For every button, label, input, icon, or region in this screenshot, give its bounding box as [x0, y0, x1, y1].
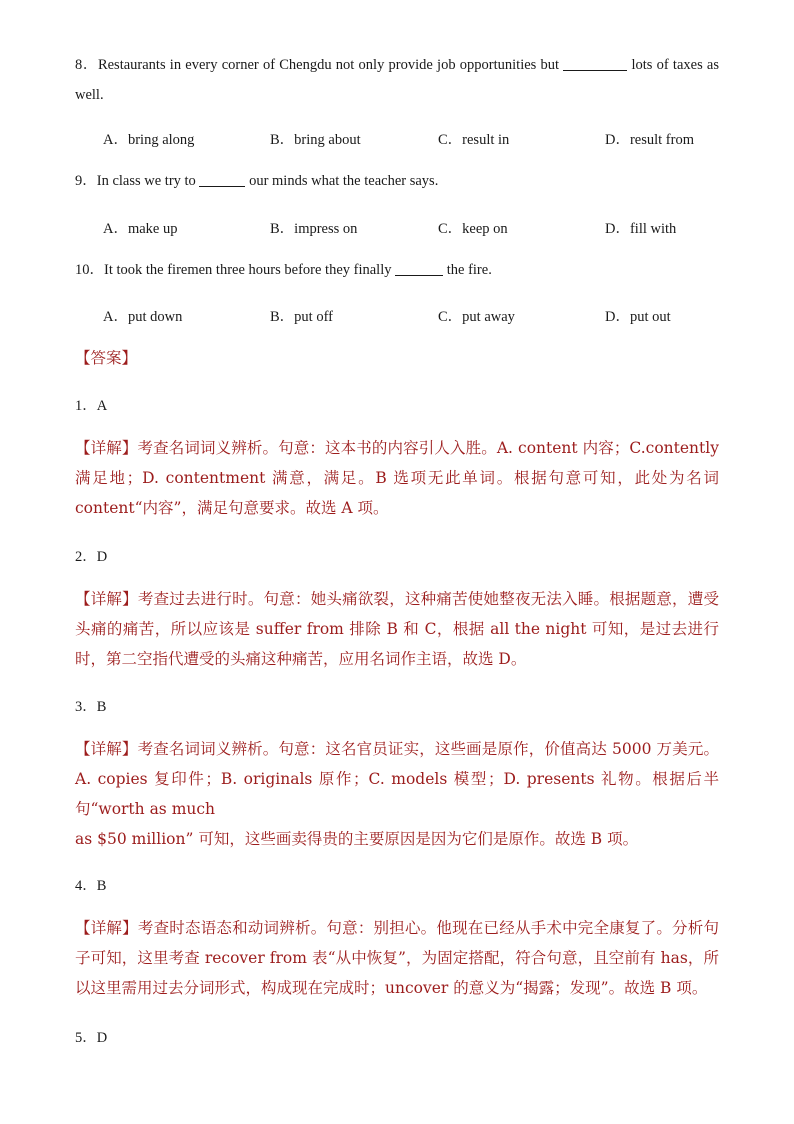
option-b: B．bring about	[270, 132, 361, 148]
question-number: 9．	[75, 173, 97, 189]
option-a: A．put down	[103, 309, 183, 325]
detail-text: 考查名词词义辨析。句意：这名官员证实，这些画是原作，价值高达 5000 万美元。A. copies 复印件；B. originals 原作；C. models 模型；D. presents 礼物。根据后半句“worth as much	[75, 740, 719, 818]
question-9-options	[103, 217, 723, 241]
question-stem: In class we try to	[96, 173, 200, 189]
question-stem-end: our minds what the teacher says.	[245, 173, 439, 189]
answer-5-label: 5．D	[75, 1030, 108, 1046]
detail-text: 考查时态语态和动词辨析。句意：别担心。他现在已经从手术中完全康复了。分析句子可知，这里考查 recover from 表“从中恢复”，为固定搭配，符合句意，且空前有 has，所以这里需用过去分词形式，构成现在完成时；uncover 的意义为“揭露；发现”。故选 B 项。	[75, 919, 719, 997]
question-number: 10．	[75, 262, 104, 278]
answer-3-detail	[75, 734, 719, 824]
detail-text: 考查过去进行时。句意：她头痛欲裂，这种痛苦使她整夜无法入睡。根据题意，遭受头痛的痛苦，所以应该是 suffer from 排除 B 和 C，根据 all the night 可知，是过去进行时，第二空指代遭受的头痛这种痛苦，应用名词作主语，故选 D。	[75, 590, 719, 668]
question-10-options	[103, 305, 723, 329]
detail-text: 考查名词词义辨析。句意：这本书的内容引人入胜。A. content 内容；C.contently 满足地；D. contentment 满意，满足。B 选项无此单词。根据句意可知，此处为名词 content“内容”，满足句意要求。故选 A 项。	[75, 439, 719, 517]
answer-1-label: 1．A	[75, 398, 108, 414]
option-c: C．put away	[438, 309, 515, 325]
question-10	[75, 255, 719, 285]
answer-blank	[563, 56, 627, 71]
detail-label: 【详解】	[75, 439, 138, 457]
question-stem-end: lots of taxes as well.	[75, 57, 720, 103]
question-8-options	[103, 128, 723, 152]
answer-3-label: 3．B	[75, 699, 107, 715]
option-c: C．keep on	[438, 221, 508, 237]
option-a: A．bring along	[103, 132, 195, 148]
option-a: A．make up	[103, 221, 178, 237]
question-8	[75, 50, 719, 110]
answer-3-detail-cont: as $50 million” 可知，这些画卖得贵的主要原因是因为它们是原作。故选 B 项。	[75, 830, 639, 848]
detail-label: 【详解】	[75, 590, 138, 608]
option-b: B．put off	[270, 309, 333, 325]
answer-2-label: 2．D	[75, 549, 108, 565]
answer-4-detail	[75, 913, 719, 1003]
option-d: D．result from	[605, 132, 694, 148]
answers-heading: 【答案】	[75, 349, 138, 367]
option-d: D．put out	[605, 309, 671, 325]
question-stem: It took the firemen three hours before they finally	[104, 262, 396, 278]
option-b: B．impress on	[270, 221, 358, 237]
option-d: D．fill with	[605, 221, 677, 237]
option-c: C．result in	[438, 132, 510, 148]
question-number: 8．	[75, 57, 98, 73]
answer-4-label: 4．B	[75, 878, 107, 894]
detail-label: 【详解】	[75, 919, 138, 937]
question-9	[75, 166, 719, 196]
answer-1-detail	[75, 433, 719, 523]
answer-2-detail	[75, 584, 719, 674]
answer-blank	[395, 261, 443, 276]
answer-blank	[199, 172, 245, 187]
detail-label: 【详解】	[75, 740, 138, 758]
question-stem: Restaurants in every corner of Chengdu not only provide job opportunities but	[97, 57, 564, 73]
question-stem-end: the fire.	[443, 262, 492, 278]
